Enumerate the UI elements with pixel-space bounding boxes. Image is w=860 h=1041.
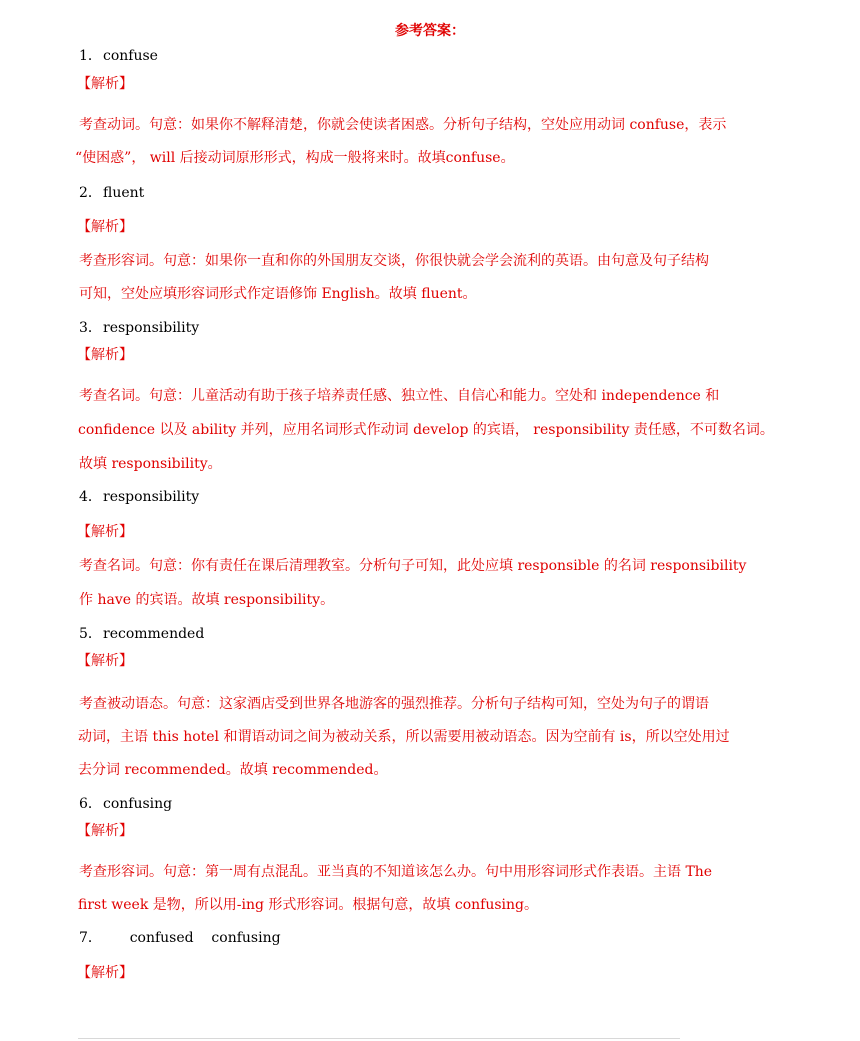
answer-item-5 [79, 625, 204, 643]
explanation-line: 考查动词。句意：如果你不解释清楚，你就会使读者困惑。分析句子结构，空处应用动词 confuse，表示 [79, 117, 727, 133]
answer-number: 3． [79, 320, 102, 336]
explanation-line: first week 是物，所以用-ing 形式形容词。根据句意，故填 confusing。 [78, 897, 538, 913]
explanation-line: 动词，主语 this hotel 和谓语动词之间为被动关系，所以需要用被动语态。因为空前有 is，所以空处用过 [78, 729, 730, 745]
analysis-tag: 【解析】 [77, 823, 133, 839]
analysis-tag: 【解析】 [77, 653, 133, 669]
explanation-line: 作 have 的宾语。故填 responsibility。 [79, 592, 335, 608]
explanation-line: 考查形容词。句意：如果你一直和你的外国朋友交谈，你很快就会学会流利的英语。由句意及句子结构 [79, 253, 709, 269]
answer-item-4 [79, 488, 199, 506]
analysis-tag: 【解析】 [77, 347, 133, 363]
page-divider [78, 1038, 680, 1039]
analysis-tag: 【解析】 [77, 76, 133, 92]
answer-item-7 [79, 929, 281, 947]
explanation-line: 考查名词。句意：你有责任在课后清理教室。分析句子可知，此处应填 responsible 的名词 responsibility [79, 558, 747, 574]
answer-number: 6． [79, 796, 102, 812]
explanation-line: 故填 responsibility。 [79, 456, 222, 472]
explanation-line: 去分词 recommended。故填 recommended。 [78, 762, 388, 778]
answer-text: responsibility [103, 489, 200, 505]
answer-number: 1． [79, 48, 102, 64]
answer-text: confuse [103, 48, 158, 64]
answer-item-6 [79, 795, 172, 813]
answer-text: fluent [103, 185, 145, 201]
page-title: 参考答案： [395, 23, 465, 39]
answer-item-1 [79, 47, 158, 65]
explanation-line: “使困惑”， will 后接动词原形形式，构成一般将来时。故填confuse。 [75, 150, 515, 166]
answer-text: confusing [103, 796, 173, 812]
analysis-tag: 【解析】 [77, 219, 133, 235]
explanation-line: 可知，空处应填形容词形式作定语修饰 English。故填 fluent。 [79, 286, 477, 302]
answer-number: 2． [79, 185, 102, 201]
answer-number: 5． [79, 626, 102, 642]
answer-item-3 [79, 319, 199, 337]
answer-text: confused confusing [103, 930, 281, 946]
explanation-line: confidence 以及 ability 并列，应用名词形式作动词 develop 的宾语， responsibility 责任感，不可数名词。 [78, 422, 774, 438]
answer-text: responsibility [103, 320, 200, 336]
explanation-line: 考查被动语态。句意：这家酒店受到世界各地游客的强烈推荐。分析句子结构可知，空处为句子的谓语 [79, 696, 709, 712]
explanation-line: 考查名词。句意：儿童活动有助于孩子培养责任感、独立性、自信心和能力。空处和 independence 和 [79, 388, 720, 404]
answer-item-2 [79, 184, 144, 202]
analysis-tag: 【解析】 [77, 524, 133, 540]
analysis-tag: 【解析】 [77, 965, 133, 981]
explanation-line: 考查形容词。句意：第一周有点混乱。亚当真的不知道该怎么办。句中用形容词形式作表语。主语 The [79, 864, 713, 880]
answer-number: 7． [79, 930, 102, 946]
answer-text: recommended [103, 626, 205, 642]
answer-number: 4． [79, 489, 102, 505]
